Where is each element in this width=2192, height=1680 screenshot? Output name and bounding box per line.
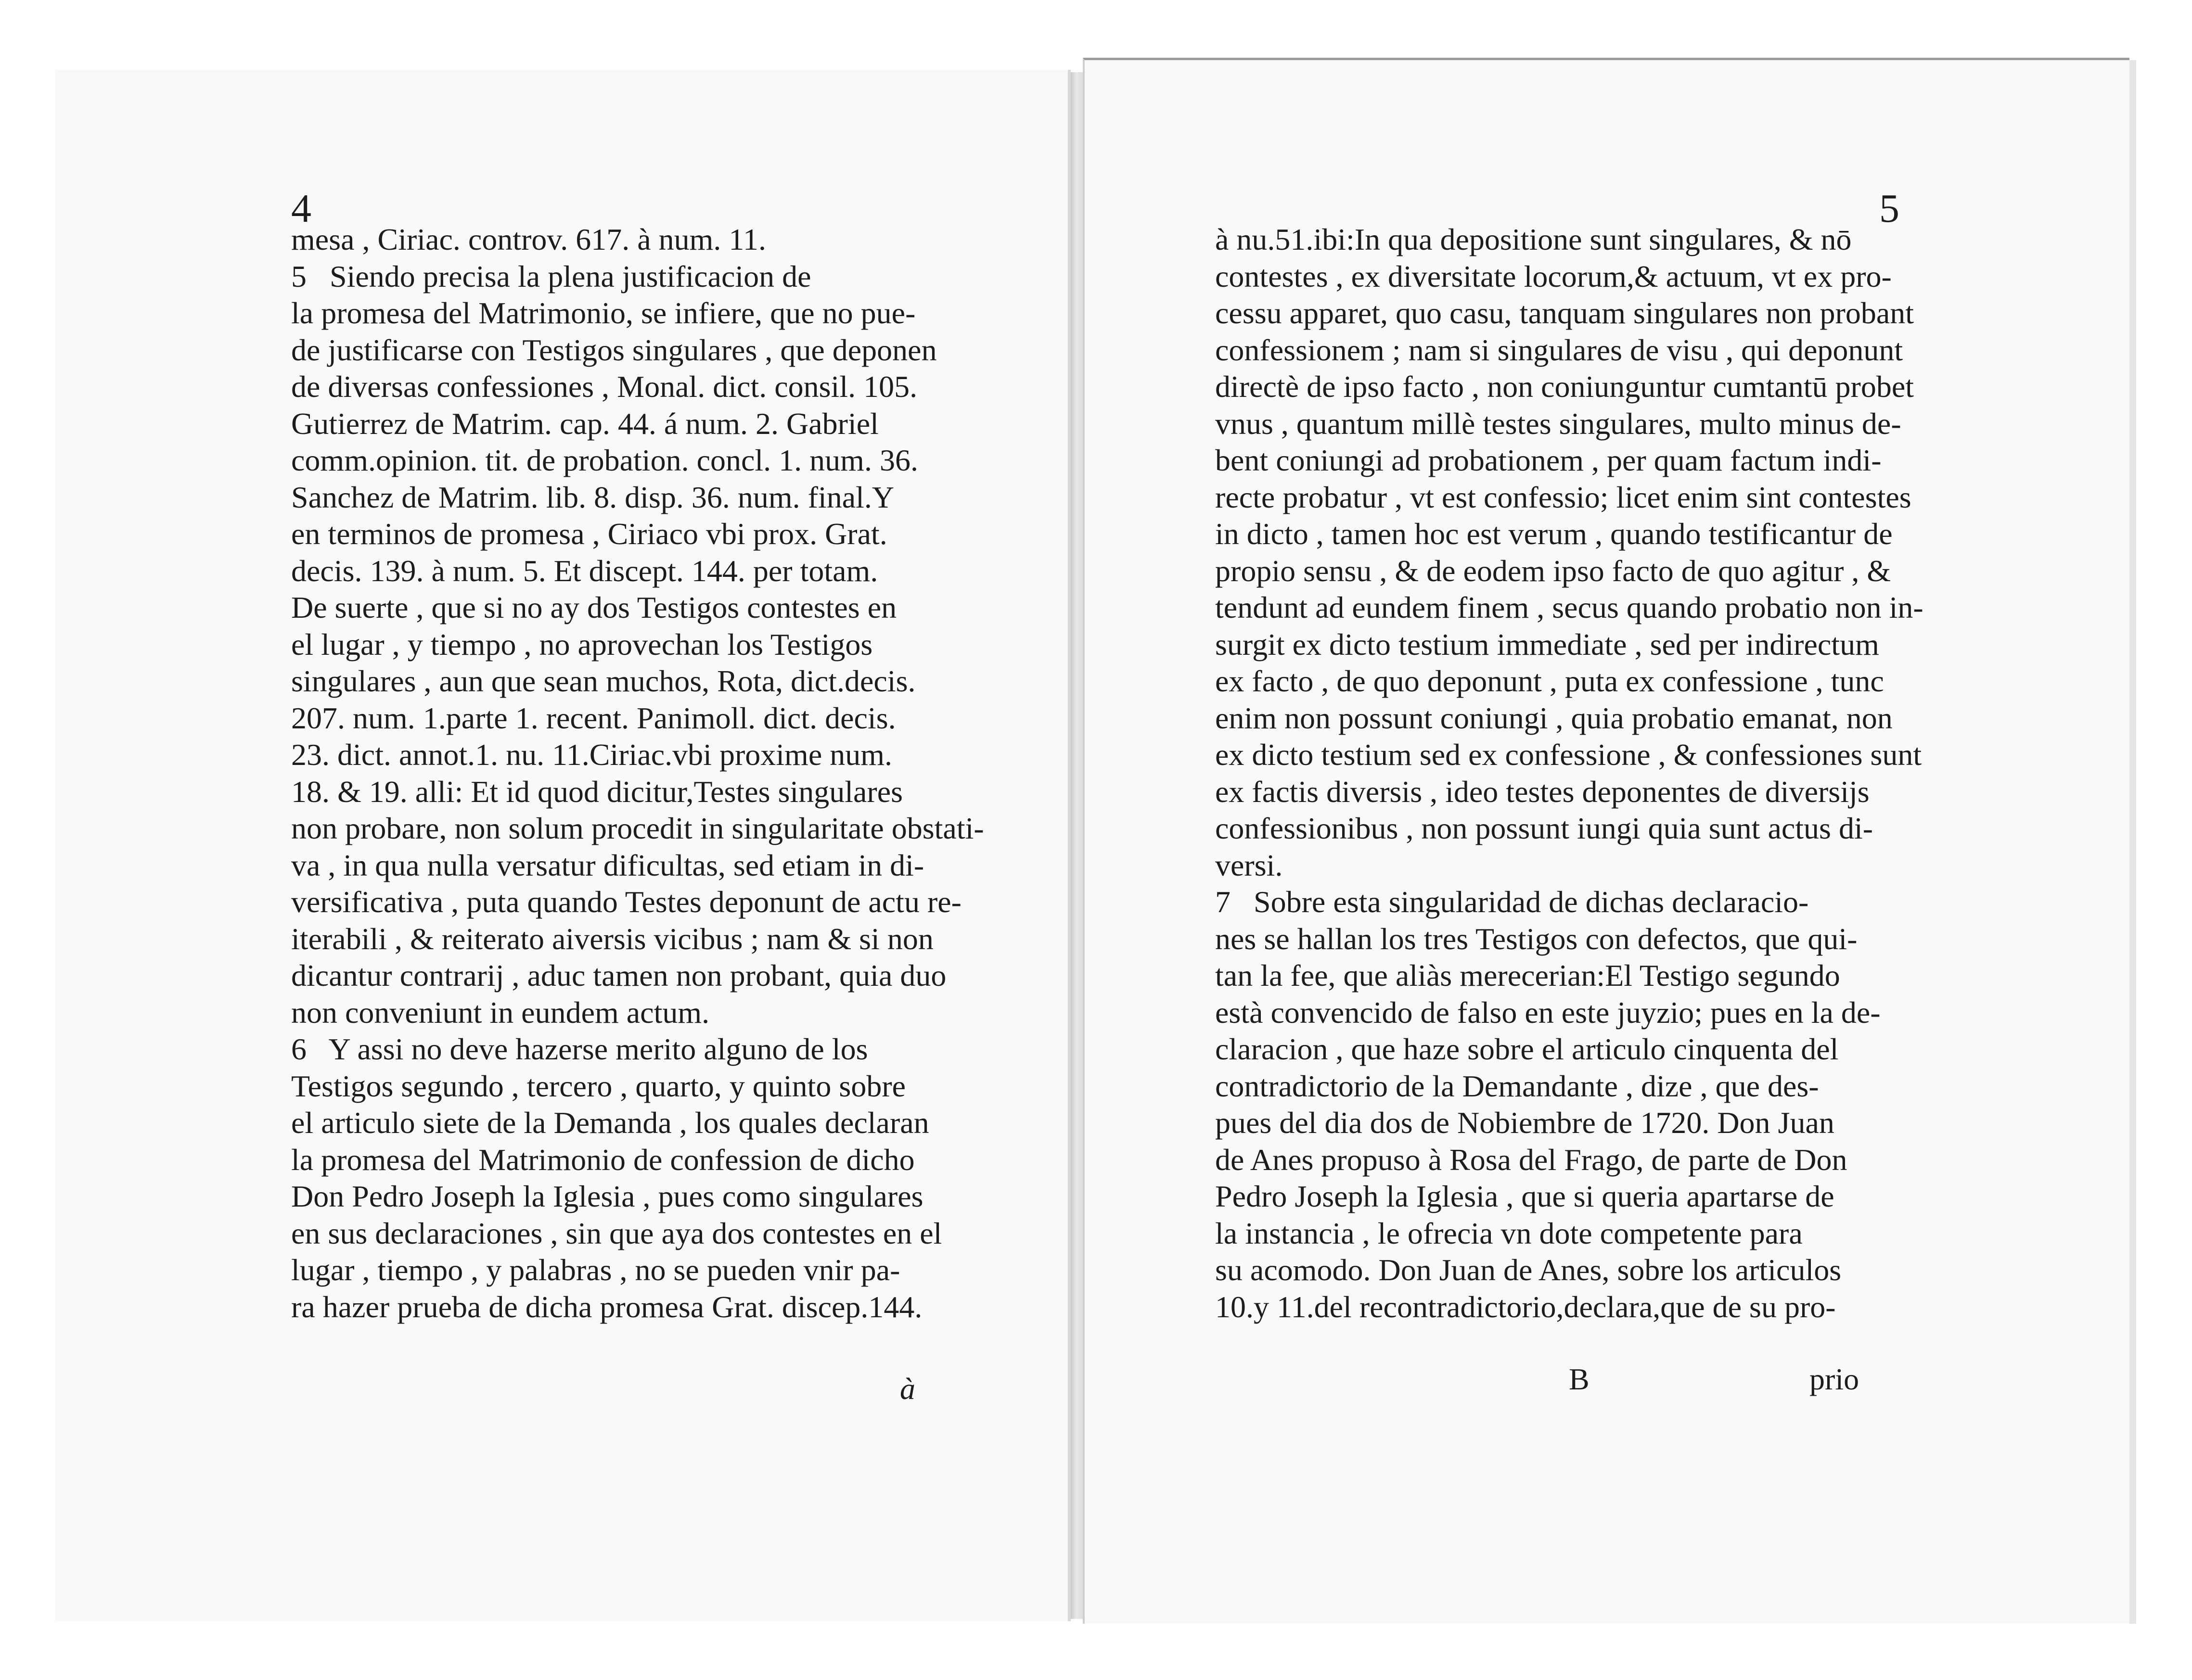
- text-line: 23. dict. annot.1. nu. 11.Ciriac.vbi proxime num.: [291, 738, 892, 772]
- text-line: versi.: [1215, 848, 1283, 882]
- text-line: 6 Y assi no deve hazerse merito alguno de los: [291, 1032, 868, 1066]
- text-line: surgit ex dicto testium immediate , sed per indirectum: [1215, 627, 1879, 662]
- text-line: directè de ipso facto , non coniunguntur cumtantū probet: [1215, 369, 1914, 404]
- right-page-number: 5: [1879, 186, 1899, 231]
- text-line: su acomodo. Don Juan de Anes, sobre los articulos: [1215, 1253, 1842, 1287]
- text-line: decis. 139. à num. 5. Et discept. 144. per totam.: [291, 553, 878, 588]
- text-line: bent coniungi ad probationem , per quam factum indi-: [1215, 443, 1882, 477]
- text-line: 5 Siendo precisa la plena justificacion de: [291, 259, 811, 293]
- text-line: de diversas confessiones , Monal. dict. consil. 105.: [291, 369, 918, 404]
- text-line: 207. num. 1.parte 1. recent. Panimoll. dict. decis.: [291, 700, 896, 735]
- text-line: ex dicto testium sed ex confessione , & confessiones sunt: [1215, 738, 1922, 772]
- text-line: ra hazer prueba de dicha promesa Grat. discep.144.: [291, 1289, 923, 1324]
- text-line: comm.opinion. tit. de probation. concl. 1. num. 36.: [291, 443, 918, 477]
- text-line: Don Pedro Joseph la Iglesia , pues como singulares: [291, 1179, 923, 1213]
- text-line: vnus , quantum millè testes singulares, multo minus de-: [1215, 406, 1901, 441]
- text-line: non conveniunt in eundem actum.: [291, 995, 710, 1030]
- text-line: ex facto , de quo deponunt , puta ex confessione , tunc: [1215, 664, 1884, 698]
- text-line: in dicto , tamen hoc est verum , quando testificantur de: [1215, 517, 1893, 551]
- text-line: ex factis diversis , ideo testes deponentes de diversijs: [1215, 774, 1870, 809]
- text-line: à nu.51.ibi:In qua depositione sunt singulares, & nō: [1215, 222, 1852, 256]
- text-line: 18. & 19. alli: Et id quod dicitur,Testes singulares: [291, 774, 903, 809]
- text-line: tan la fee, que aliàs merecerian:El Testigo segundo: [1215, 958, 1840, 993]
- left-catchword: à: [900, 1372, 915, 1406]
- text-line: la promesa del Matrimonio, se infiere, que no pue-: [291, 296, 916, 330]
- text-line: propio sensu , & de eodem ipso facto de quo agitur , &: [1215, 553, 1891, 588]
- text-line: non probare, non solum procedit in singularitate obstati-: [291, 811, 984, 845]
- text-line: el lugar , y tiempo , no aprovechan los Testigos: [291, 627, 873, 662]
- text-line: Gutierrez de Matrim. cap. 44. á num. 2. Gabriel: [291, 406, 879, 441]
- text-line: tendunt ad eundem finem , secus quando probatio non in-: [1215, 590, 1923, 624]
- text-line: en sus declaraciones , sin que aya dos contestes en el: [291, 1216, 942, 1250]
- text-line: confessionem ; nam si singulares de visu , qui deponunt: [1215, 332, 1903, 367]
- text-line: versificativa , puta quando Testes deponunt de actu re-: [291, 885, 961, 919]
- text-line: claracion , que haze sobre el articulo cinquenta del: [1215, 1032, 1839, 1066]
- text-line: va , in qua nulla versatur dificultas, sed etiam in di-: [291, 848, 924, 882]
- text-line: confessionibus , non possunt iungi quia sunt actus di-: [1215, 811, 1873, 845]
- text-line: el articulo siete de la Demanda , los quales declaran: [291, 1106, 929, 1140]
- right-page-text: [1215, 221, 1923, 1325]
- text-line: de justificarse con Testigos singulares , que deponen: [291, 332, 937, 367]
- left-page-text: [291, 221, 984, 1325]
- text-line: contradictorio de la Demandante , dize , que des-: [1215, 1069, 1819, 1103]
- text-line: singulares , aun que sean muchos, Rota, dict.decis.: [291, 664, 916, 698]
- text-line: Sanchez de Matrim. lib. 8. disp. 36. num. final.Y: [291, 480, 895, 514]
- text-line: mesa , Ciriac. controv. 617. à num. 11.: [291, 222, 767, 256]
- text-line: en terminos de promesa , Ciriaco vbi prox. Grat.: [291, 517, 887, 551]
- text-line: dicantur contrarij , aduc tamen non probant, quia duo: [291, 958, 947, 993]
- text-line: està convencido de falso en este juyzio; pues en la de-: [1215, 995, 1881, 1030]
- text-line: 7 Sobre esta singularidad de dichas declaracio-: [1215, 885, 1809, 919]
- text-line: pues del dia dos de Nobiembre de 1720. Don Juan: [1215, 1106, 1834, 1140]
- text-line: contestes , ex diversitate locorum,& actuum, vt ex pro-: [1215, 259, 1892, 293]
- text-line: la instancia , le ofrecia vn dote competente para: [1215, 1216, 1803, 1250]
- signature-mark: B: [1569, 1362, 1590, 1396]
- book-gutter: [1071, 72, 1084, 1619]
- text-line: recte probatur , vt est confessio; licet enim sint contestes: [1215, 480, 1911, 514]
- text-line: Testigos segundo , tercero , quarto, y quinto sobre: [291, 1069, 906, 1103]
- page-edge: [2129, 60, 2136, 1624]
- text-line: iterabili , & reiterato aiversis vicibus ; nam & si non: [291, 921, 934, 956]
- text-line: lugar , tiempo , y palabras , no se pueden vnir pa-: [291, 1253, 900, 1287]
- text-line: 10.y 11.del recontradictorio,declara,que de su pro-: [1215, 1289, 1836, 1324]
- right-catchword: prio: [1809, 1362, 1859, 1396]
- left-page-number: 4: [291, 186, 311, 231]
- text-line: De suerte , que si no ay dos Testigos contestes en: [291, 590, 897, 624]
- text-line: de Anes propuso à Rosa del Frago, de parte de Don: [1215, 1142, 1847, 1177]
- text-line: la promesa del Matrimonio de confession de dicho: [291, 1142, 915, 1177]
- text-line: cessu apparet, quo casu, tanquam singulares non probant: [1215, 296, 1914, 330]
- text-line: Pedro Joseph la Iglesia , que si queria apartarse de: [1215, 1179, 1834, 1213]
- text-line: nes se hallan los tres Testigos con defectos, que qui-: [1215, 921, 1858, 956]
- text-line: enim non possunt coniungi , quia probatio emanat, non: [1215, 700, 1893, 735]
